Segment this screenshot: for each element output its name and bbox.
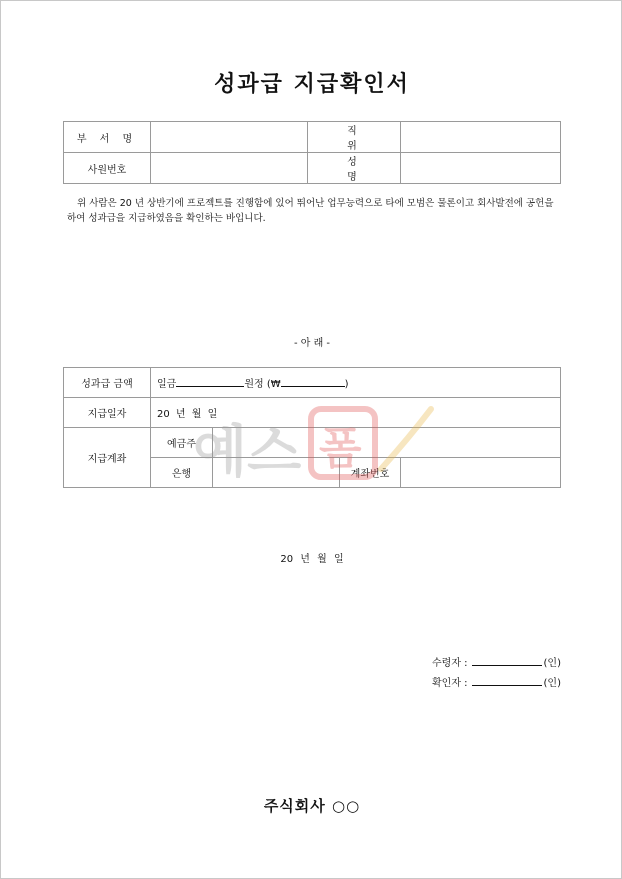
- receiver-signature-blank[interactable]: [472, 655, 542, 666]
- confirmer-line: [432, 674, 561, 689]
- watermark-text-part: 예스: [193, 420, 302, 485]
- amount-label: 성과급 금액: [64, 368, 151, 398]
- amount-suffix: ): [344, 379, 349, 390]
- pay-date-value[interactable]: 20 년 월 일: [151, 398, 561, 428]
- account-label: 지급계좌: [64, 428, 151, 488]
- receiver-line: [432, 654, 561, 669]
- name-value[interactable]: [401, 153, 561, 184]
- amount-prefix: 일금: [157, 379, 177, 390]
- pay-date-label: 지급일자: [64, 398, 151, 428]
- account-no-label: 계좌번호: [340, 458, 401, 488]
- bank-value[interactable]: [213, 458, 340, 488]
- payment-detail-table: [63, 367, 561, 488]
- account-no-value[interactable]: [401, 458, 561, 488]
- amount-number-blank[interactable]: [281, 376, 345, 387]
- receiver-seal: (인): [543, 658, 561, 669]
- confirmation-paragraph: 위 사람은 20 년 상반기에 프로젝트를 진행함에 있어 뛰어난 업무능력으로 타에 모범은 물론이고 회사발전에 공헌을 하여 성과급을 지급하였음을 확인하는 바입니다.: [67, 198, 554, 224]
- position-value[interactable]: [401, 122, 561, 153]
- holder-value[interactable]: [213, 428, 561, 458]
- holder-label: 예금주: [151, 428, 213, 458]
- position-label: 직 위: [308, 122, 401, 153]
- amount-field[interactable]: [151, 368, 561, 398]
- below-heading: - 아 래 -: [293, 338, 331, 349]
- emp-no-value[interactable]: [151, 153, 308, 184]
- confirmer-seal: (인): [543, 678, 561, 689]
- dept-value[interactable]: [151, 122, 308, 153]
- confirmer-label: 확인자 :: [432, 678, 468, 689]
- document-title: 성과급 지급확인서: [214, 72, 410, 97]
- svg-text:폼: 폼: [319, 423, 362, 474]
- amount-korean-blank[interactable]: [176, 376, 244, 387]
- bank-label: 은행: [151, 458, 213, 488]
- employee-info-table: [63, 121, 561, 184]
- receiver-label: 수령자 :: [432, 658, 468, 669]
- dept-label: 부 서 명: [64, 122, 151, 153]
- amount-mid: 원정 (₩: [244, 379, 281, 390]
- emp-no-label: 사원번호: [64, 153, 151, 184]
- name-label: 성 명: [308, 153, 401, 184]
- confirmer-signature-blank[interactable]: [472, 675, 542, 686]
- company-name: 주식회사 ○○: [263, 797, 361, 815]
- issue-date: 20 년 월 일: [280, 554, 344, 565]
